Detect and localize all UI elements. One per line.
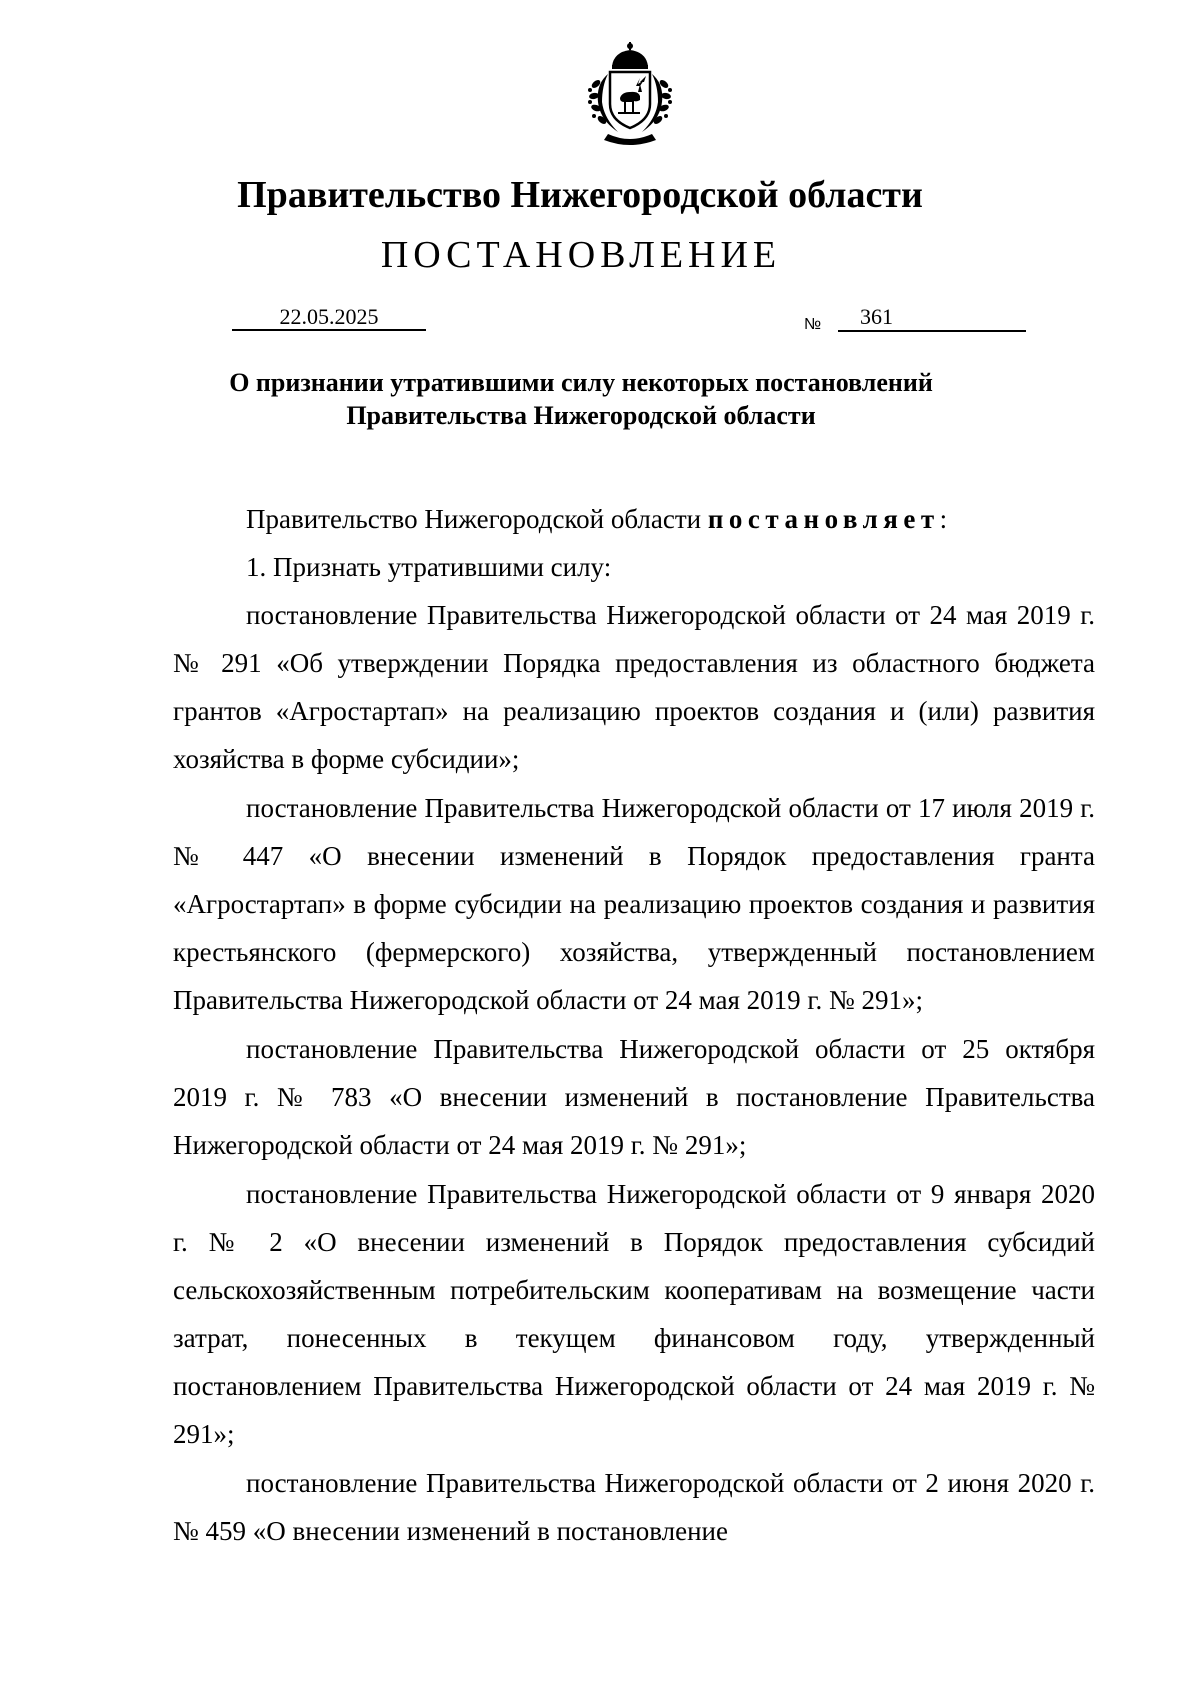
- document-type: ПОСТАНОВЛЕНИЕ: [380, 234, 782, 276]
- date-underline: [232, 329, 426, 331]
- document-date: 22.05.2025: [279, 304, 379, 329]
- item-1-paragraph: 1. Признать утратившими силу:: [246, 552, 612, 582]
- number-sign: №: [804, 316, 822, 333]
- intro-prefix: Правительство Нижегородской области: [246, 504, 708, 534]
- entry-paragraph: постановление Правительства Нижегородской области от 9 января 2020 г. № 2 «О внесении изменений в Порядок предоставления субсидий сельскохозяйственным потребительским кооперативам на возмещение части затрат, понесенных в текущем финансовом году, утвержденный постановлением Правительства Нижегородской области от 24 мая 2019 г. № 291»;: [173, 1179, 1095, 1449]
- entry-paragraph: постановление Правительства Нижегородской области от 24 мая 2019 г. № 291 «Об утверждении Порядка предоставления из областного бюджета грантов «Агростартап» на реализацию проектов создания и (или) развития хозяйства в форме субсидии»;: [173, 600, 1095, 774]
- entry-paragraph: постановление Правительства Нижегородской области от 25 октября 2019 г. № 783 «О внесении изменений в постановление Правительства Нижегородской области от 24 мая 2019 г. № 291»;: [173, 1034, 1095, 1160]
- number-underline: [838, 330, 1026, 332]
- document-subject: [0, 366, 1162, 432]
- entry-paragraph: постановление Правительства Нижегородской области от 17 июля 2019 г. № 447 «О внесении изменений в Порядок предоставления гранта «Агростартап» в форме субсидии на реализацию проектов создания и развития крестьянского (фермерского) хозяйства, утвержденный постановлением Правительства Нижегородской области от 24 мая 2019 г. № 291»;: [173, 793, 1095, 1015]
- intro-keyword: постановляет: [707, 504, 940, 534]
- document-number: 361: [860, 304, 893, 329]
- subject-line-1: О признании утратившими силу некоторых постановлений: [229, 368, 933, 397]
- coat-of-arms-icon: [574, 40, 686, 148]
- entry-paragraph: постановление Правительства Нижегородской области от 2 июня 2020 г. № 459 «О внесении изменений в постановление: [173, 1468, 1095, 1546]
- intro-paragraph: [173, 495, 1095, 543]
- document-body: [173, 495, 1095, 1555]
- intro-suffix: :: [939, 504, 948, 534]
- government-title: Правительство Нижегородской области: [237, 174, 923, 216]
- subject-line-2: Правительства Нижегородской области: [346, 401, 816, 430]
